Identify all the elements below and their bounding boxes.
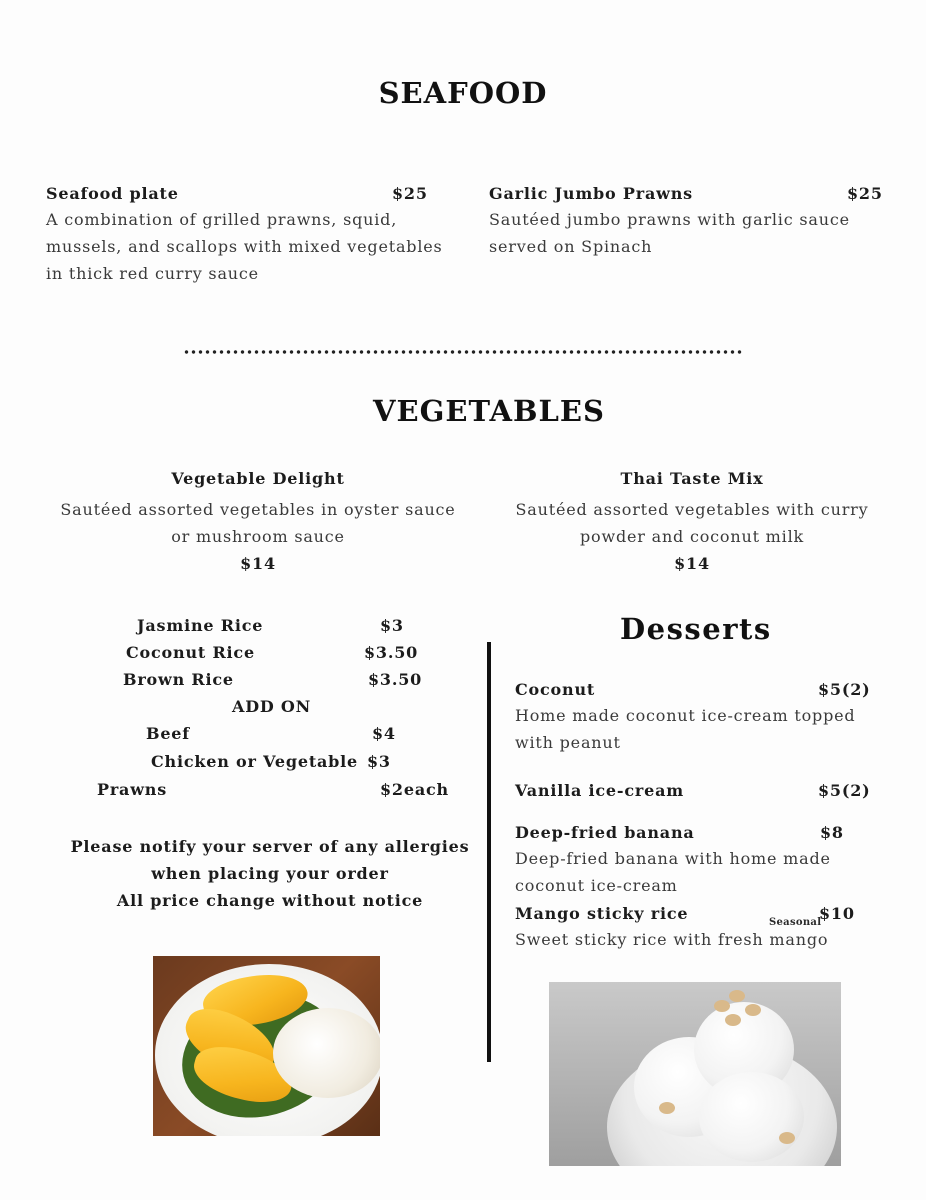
seasonal-tag: Seasonal: [769, 917, 822, 928]
add-on-price: $2each: [380, 780, 449, 799]
side-price: $3.50: [368, 670, 423, 689]
mango-sticky-rice-photo: [153, 956, 380, 1136]
vegetables-heading: VEGETABLES: [373, 394, 605, 428]
add-on-price: $3: [367, 752, 391, 771]
item-name: Mango sticky rice: [515, 904, 689, 923]
sticky-rice-shape: [273, 1008, 380, 1098]
nut-shape: [729, 990, 745, 1002]
notice-line: All price change without notice: [116, 891, 424, 910]
add-on-price: $4: [372, 724, 396, 743]
item-desc-line: Sautéed assorted vegetables with curry: [515, 500, 869, 519]
side-name: Brown Rice: [123, 670, 234, 689]
item-desc-line: with peanut: [515, 733, 621, 752]
dessert-coconut: [515, 680, 885, 756]
add-on-name: Chicken or Vegetable: [151, 752, 359, 771]
item-price: $25: [847, 184, 883, 203]
item-price: $14: [674, 554, 710, 573]
item-price: $5(2): [818, 781, 871, 800]
item-name: Seafood plate: [46, 184, 179, 203]
vertical-divider: [487, 642, 491, 1062]
add-on-name: Beef: [146, 724, 190, 743]
desserts-heading: Desserts: [620, 612, 772, 646]
nut-shape: [725, 1014, 741, 1026]
notice-line: Please notify your server of any allergies: [70, 837, 470, 856]
item-name: Coconut: [515, 680, 596, 699]
item-desc-line: or mushroom sauce: [171, 527, 345, 546]
item-price: $10: [819, 904, 855, 923]
item-desc-line: A combination of grilled prawns, squid,: [46, 210, 398, 229]
item-desc-line: mussels, and scallops with mixed vegetables: [46, 237, 443, 256]
coconut-ice-cream-photo: [549, 982, 841, 1166]
nut-shape: [779, 1132, 795, 1144]
item-price: $25: [392, 184, 428, 203]
item-desc-line: coconut ice-cream: [515, 876, 678, 895]
item-name: Garlic Jumbo Prawns: [489, 184, 693, 203]
side-price: $3: [380, 616, 404, 635]
nut-shape: [714, 1000, 730, 1012]
ice-cream-scoop-shape: [699, 1072, 804, 1162]
add-on-name: Prawns: [97, 780, 168, 799]
item-desc-line: in thick red curry sauce: [46, 264, 259, 283]
item-desc-line: served on Spinach: [489, 237, 653, 256]
item-desc-line: powder and coconut milk: [579, 527, 804, 546]
seafood-heading: SEAFOOD: [378, 76, 548, 110]
side-price: $3.50: [364, 643, 419, 662]
item-name: Vanilla ice-cream: [515, 781, 685, 800]
item-desc-line: Sweet sticky rice with fresh mango: [515, 930, 829, 949]
side-name: Coconut Rice: [126, 643, 255, 662]
menu-item-thai-taste-mix: [492, 469, 892, 577]
nut-shape: [659, 1102, 675, 1114]
item-price: $8: [820, 823, 844, 842]
dessert-vanilla-ice-cream: [515, 781, 885, 803]
notice-line: when placing your order: [151, 864, 389, 883]
menu-item-seafood-plate: [46, 184, 456, 287]
menu-item-garlic-jumbo-prawns: [489, 184, 889, 260]
dessert-deep-fried-banana: [515, 823, 885, 899]
item-price: $5(2): [818, 680, 871, 699]
nut-shape: [745, 1004, 761, 1016]
item-desc-line: Sautéed jumbo prawns with garlic sauce: [489, 210, 850, 229]
item-name: Thai Taste Mix: [620, 469, 764, 488]
item-name: Vegetable Delight: [171, 469, 345, 488]
item-desc-line: Home made coconut ice-cream topped: [515, 706, 856, 725]
side-name: Jasmine Rice: [137, 616, 264, 635]
item-price: $14: [240, 554, 276, 573]
add-on-label: ADD ON: [232, 697, 312, 716]
item-name: Deep-fried banana: [515, 823, 695, 842]
allergy-notice: [60, 833, 480, 914]
dessert-mango-sticky-rice: [515, 904, 885, 953]
item-desc-line: Sautéed assorted vegetables in oyster sauce: [60, 500, 456, 519]
item-desc-line: Deep-fried banana with home made: [515, 849, 831, 868]
menu-item-vegetable-delight: [46, 469, 470, 577]
dotted-divider: [183, 348, 743, 356]
